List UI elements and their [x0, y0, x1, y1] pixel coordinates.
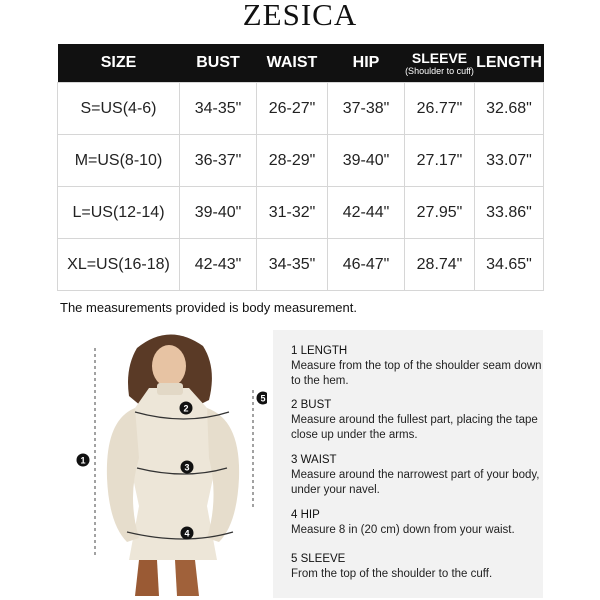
cell-bust: 42-43" — [180, 239, 257, 291]
face-shape — [152, 345, 186, 387]
guide-text: Measure around the narrowest part of your body, under your navel. — [291, 469, 540, 496]
cell-sleeve: 27.17" — [405, 135, 475, 187]
header-waist: WAIST — [257, 44, 328, 83]
guide-text: Measure 8 in (20 cm) down from your waist. — [291, 524, 515, 536]
cell-hip: 46-47" — [328, 239, 405, 291]
cell-sleeve: 26.77" — [405, 83, 475, 135]
cell-waist: 26-27" — [257, 83, 328, 135]
guide-title: 3 WAIST — [291, 454, 337, 466]
marker-1 — [77, 454, 90, 467]
marker-4 — [181, 527, 194, 540]
cell-sleeve: 27.95" — [405, 187, 475, 239]
cell-size: S=US(4-6) — [58, 83, 180, 135]
cell-length: 32.68" — [475, 83, 544, 135]
cell-length: 34.65" — [475, 239, 544, 291]
header-hip: HIP — [328, 44, 405, 83]
header-sleeve — [405, 44, 475, 83]
guide-item-length — [291, 344, 543, 389]
marker-2 — [180, 402, 193, 415]
guide-item-sleeve — [291, 552, 492, 582]
guide-title: 1 LENGTH — [291, 345, 348, 357]
cell-size: XL=US(16-18) — [58, 239, 180, 291]
cell-bust: 39-40" — [180, 187, 257, 239]
table-row — [58, 135, 544, 187]
guide-text: Measure around the fullest part, placing the tape close up under the arms. — [291, 414, 538, 441]
size-chart-table — [57, 44, 544, 291]
marker-3 — [181, 461, 194, 474]
guide-item-waist — [291, 453, 543, 498]
header-sleeve-label: SLEEVE — [411, 49, 468, 66]
cell-sleeve: 28.74" — [405, 239, 475, 291]
model-photo — [57, 328, 267, 598]
cell-length: 33.86" — [475, 187, 544, 239]
header-size: SIZE — [58, 44, 180, 83]
table-row — [58, 239, 544, 291]
cell-waist: 28-29" — [257, 135, 328, 187]
guide-title: 2 BUST — [291, 399, 332, 411]
cell-bust: 34-35" — [180, 83, 257, 135]
marker-1-label: 1 — [80, 455, 86, 466]
table-row — [58, 83, 544, 135]
cell-size: M=US(8-10) — [58, 135, 180, 187]
cell-hip: 37-38" — [328, 83, 405, 135]
guide-item-hip — [291, 508, 515, 538]
cell-size: L=US(12-14) — [58, 187, 180, 239]
header-length: LENGTH — [475, 44, 544, 83]
guide-text: From the top of the shoulder to the cuff. — [291, 568, 493, 580]
guide-title: 5 SLEEVE — [291, 553, 346, 565]
guide-title: 4 HIP — [291, 509, 320, 521]
marker-5-label: 5 — [260, 393, 266, 404]
cell-bust: 36-37" — [180, 135, 257, 187]
header-bust: BUST — [180, 44, 257, 83]
right-boot-shape — [175, 560, 199, 596]
table-header-row — [58, 44, 544, 83]
cell-length: 33.07" — [475, 135, 544, 187]
cell-waist: 31-32" — [257, 187, 328, 239]
guide-item-bust — [291, 398, 543, 443]
brand-logo: ZESICA — [242, 0, 358, 32]
cell-hip: 42-44" — [328, 187, 405, 239]
left-boot-shape — [135, 560, 159, 596]
measurement-guide — [273, 330, 543, 598]
guide-text: Measure from the top of the shoulder seam down to the hem. — [291, 360, 542, 387]
cell-hip: 39-40" — [328, 135, 405, 187]
header-sleeve-sub: (Shoulder to cuff) — [405, 65, 474, 76]
measurement-note: The measurements provided is body measurement. — [60, 300, 357, 315]
marker-3-label: 3 — [184, 462, 190, 473]
collar-shape — [157, 383, 183, 395]
marker-4-label: 4 — [184, 528, 190, 539]
marker-2-label: 2 — [183, 403, 189, 414]
table-row — [58, 187, 544, 239]
cell-waist: 34-35" — [257, 239, 328, 291]
